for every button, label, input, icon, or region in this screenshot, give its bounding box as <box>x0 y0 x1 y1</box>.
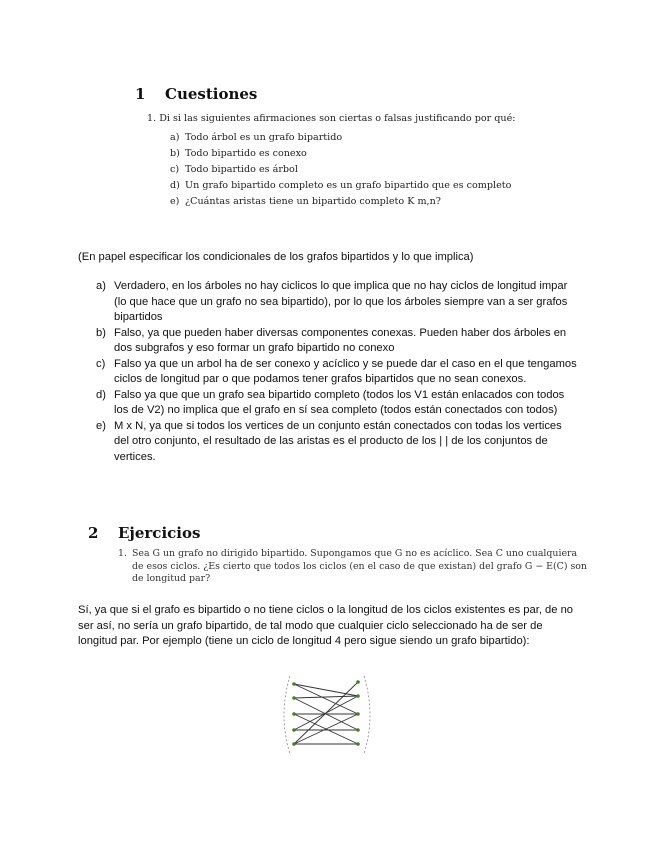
vertex <box>292 728 296 732</box>
paper-note: (En papel especificar los condicionales de los grafos bipartidos y lo que implica) <box>78 251 474 263</box>
section-1-heading <box>135 85 257 103</box>
vertex <box>356 742 360 746</box>
section-title: Ejercicios <box>118 524 201 542</box>
left-partition-outline <box>284 676 290 754</box>
question-list <box>170 132 511 212</box>
section-2-heading <box>88 524 200 542</box>
list-item: e) ¿Cuántas aristas tiene un bipartido completo K m,n? <box>170 196 441 207</box>
vertex <box>356 680 360 684</box>
exercise-answer: Sí, ya que si el grafo es bipartido o no tiene ciclos o la longitud de los ciclos existentes es par, de no ser así, no sería un grafo bipartido, de tal modo que cualquier ciclo seleccionado ha de ser de longitud par. Por ejemplo (tiene un ciclo de longitud 4 pero sigue siendo un grafo bipartido): <box>78 604 574 647</box>
answer-list <box>96 279 578 465</box>
vertex <box>292 742 296 746</box>
question-intro: 1. Di si las siguientes afirmaciones son ciertas o falsas justificando por qué: <box>147 113 516 124</box>
vertex <box>356 712 360 716</box>
list-item: c) Todo bipartido es árbol <box>170 164 298 175</box>
vertex <box>292 696 296 700</box>
list-item: d) Falso ya que que un grafo sea bipartido completo (todos los V1 están enlacados con todos los de V2) no implica que el grafo en sí sea completo (todos están conectados con todos) <box>96 388 565 416</box>
vertex <box>292 712 296 716</box>
section-number: 1 <box>135 85 146 103</box>
list-item: a) Verdadero, en los árboles no hay ciclicos lo que implica que no hay ciclos de longitud impar (lo que hace que un grafo no sea bipartido), por lo que los árboles siempre van a ser grafos bipartidos <box>96 280 568 323</box>
list-item: d) Un grafo bipartido completo es un grafo bipartido que es completo <box>170 180 512 191</box>
list-item: c) Falso ya que un arbol ha de ser conexo y acíclico y se puede dar el caso en el que tengamos ciclos de longitud par o que podamos tener grafos bipartidos que no sean conexos. <box>96 357 577 385</box>
bipartite-graph-figure <box>276 670 380 760</box>
vertex <box>292 682 296 686</box>
list-item: e) M x N, ya que si todos los vertices de un conjunto están conectados con todas los vertices del otro conjunto, el resultado de las aristas es el producto de los | | de los conjuntos de vertices. <box>96 419 562 463</box>
list-item: b) Todo bipartido es conexo <box>170 148 307 159</box>
list-item: a) Todo árbol es un grafo bipartido <box>170 132 343 143</box>
graph-edges <box>294 682 358 744</box>
section-number: 2 <box>88 524 99 542</box>
list-item: b) Falso, ya que pueden haber diversas componentes conexas. Pueden haber dos árboles en dos subgrafos y eso formar un grafo bipartido no conexo <box>96 326 567 354</box>
right-partition-outline <box>364 676 370 754</box>
vertex <box>356 694 360 698</box>
vertex <box>356 728 360 732</box>
section-title: Cuestiones <box>165 85 258 103</box>
exercise-statement: 1. Sea G un grafo no dirigido bipartido. Supongamos que G no es acíclico. Sea C uno cualquiera de esos ciclos. ¿Es cierto que todos los ciclos (en el caso de que existan) del grafo G − E(C) son de longitud par? <box>118 548 587 584</box>
